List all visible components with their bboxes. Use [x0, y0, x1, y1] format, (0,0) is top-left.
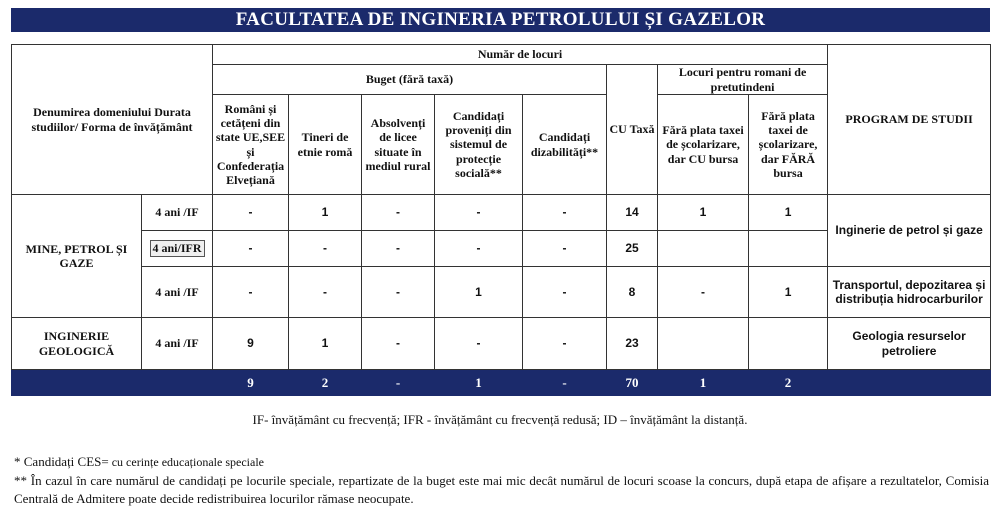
numar-locuri-header: Număr de locuri [213, 45, 828, 65]
cell-rural: - [362, 195, 435, 231]
col-header-cu-bursa: Fără plata taxei de școlarizare, dar CU bursa [658, 95, 749, 195]
domain-inginerie-geologica: INGINERIE GEOLOGICĂ [12, 318, 142, 370]
cell-roma: - [289, 267, 362, 318]
cell-protectie: 1 [435, 267, 523, 318]
cell-roma: 1 [289, 195, 362, 231]
buget-header: Buget (fără taxă) [213, 65, 607, 95]
cu-taxa-header: CU Taxă [607, 65, 658, 195]
cell-cu-taxa: 23 [607, 318, 658, 370]
program-geologia-resurselor: Geologia resurselor petroliere [828, 318, 991, 370]
cell-protectie: - [435, 195, 523, 231]
cell-ue: 9 [213, 318, 289, 370]
cell-protectie: - [435, 318, 523, 370]
col-header-ue: Români și cetățeni din state UE,SEE și Confederația Elvețiană [213, 95, 289, 195]
footnote-ces [14, 454, 264, 470]
study-form: 4 ani /IF [142, 195, 213, 231]
total-program [828, 370, 991, 396]
totals-row [12, 370, 991, 396]
program-header: PROGRAM DE STUDII [828, 45, 991, 195]
table-row [12, 267, 991, 318]
page-title: FACULTATEA DE INGINERIA PETROLULUI ȘI GAZELOR [11, 8, 990, 32]
cell-ue: - [213, 267, 289, 318]
cell-cu-taxa: 25 [607, 231, 658, 267]
study-form [142, 231, 213, 267]
col-header-fara-bursa: Fără plata taxei de școlarizare, dar FĂRĂ bursa [749, 95, 828, 195]
col-header-rural: Absolvenți de licee situate în mediul rural [362, 95, 435, 195]
total-dizabilitati: - [523, 370, 607, 396]
study-form: 4 ani /IF [142, 267, 213, 318]
total-cu-taxa: 70 [607, 370, 658, 396]
cell-cu-taxa: 8 [607, 267, 658, 318]
col-header-roma: Tineri de etnie romă [289, 95, 362, 195]
footnote-ces-mark: * Candidați CES= [14, 454, 109, 469]
cell-cu-bursa [658, 231, 749, 267]
footnote-ces-text: cu cerințe educaționale speciale [108, 455, 264, 469]
cell-fara-bursa [749, 231, 828, 267]
cell-fara-bursa: 1 [749, 267, 828, 318]
cell-roma: 1 [289, 318, 362, 370]
domain-mine-petrol-gaze: MINE, PETROL ȘI GAZE [12, 195, 142, 318]
cell-rural: - [362, 318, 435, 370]
cell-dizabilitati: - [523, 318, 607, 370]
totals-label-cell [12, 370, 213, 396]
cell-dizabilitati: - [523, 267, 607, 318]
total-protectie: 1 [435, 370, 523, 396]
romani-pretutindeni-header: Locuri pentru romani de pretutindeni [658, 65, 828, 95]
total-rural: - [362, 370, 435, 396]
col-header-protectie: Candidați proveniți din sistemul de protecție socială** [435, 95, 523, 195]
total-roma: 2 [289, 370, 362, 396]
cell-dizabilitati: - [523, 195, 607, 231]
cell-cu-bursa [658, 318, 749, 370]
cell-roma: - [289, 231, 362, 267]
cell-dizabilitati: - [523, 231, 607, 267]
cell-rural: - [362, 267, 435, 318]
program-inginerie-petrol-gaze: Inginerie de petrol și gaze [828, 195, 991, 267]
table-row [12, 318, 991, 370]
total-ue: 9 [213, 370, 289, 396]
total-cu-bursa: 1 [658, 370, 749, 396]
cell-ue: - [213, 195, 289, 231]
cell-cu-bursa: - [658, 267, 749, 318]
total-fara-bursa: 2 [749, 370, 828, 396]
study-form-ifr: 4 ani/IFR [150, 240, 205, 256]
admission-table [11, 44, 991, 396]
cell-fara-bursa [749, 318, 828, 370]
cell-cu-bursa: 1 [658, 195, 749, 231]
cell-fara-bursa: 1 [749, 195, 828, 231]
footnote-redistribution: ** În cazul în care numărul de candidați pe locurile speciale, repartizate de la buget este mai mic decât numărul de locuri scoase la concurs, după etapa de afișare a rezultatelor, Comisia Centrală de Admitere poate decide redistribuirea locurilor rămase neocupate. [14, 473, 989, 506]
cell-rural: - [362, 231, 435, 267]
study-form: 4 ani /IF [142, 318, 213, 370]
program-transportul-hidrocarburilor: Transportul, depozitarea și distribuția hidrocarburilor [828, 267, 991, 318]
domain-column-header: Denumirea domeniului Durata studiilor/ Forma de învățământ [12, 45, 213, 195]
table-row [12, 195, 991, 231]
col-header-dizabilitati: Candidați dizabilități** [523, 95, 607, 195]
cell-ue: - [213, 231, 289, 267]
cell-protectie: - [435, 231, 523, 267]
cell-cu-taxa: 14 [607, 195, 658, 231]
legend: IF- învățământ cu frecvență; IFR - învățământ cu frecvență redusă; ID – învățământ la distanță. [252, 412, 748, 427]
